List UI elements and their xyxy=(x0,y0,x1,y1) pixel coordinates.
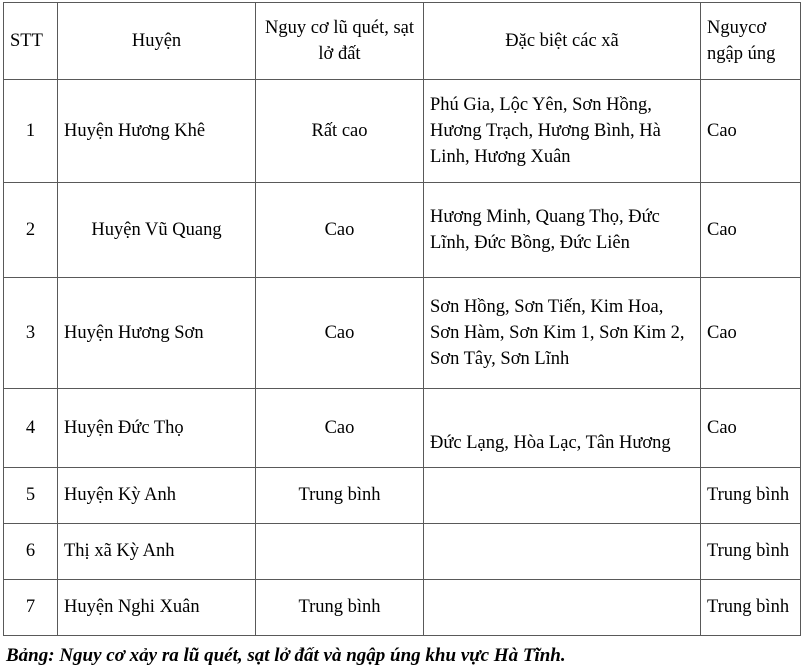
commune-line: Sơn Hàm, Sơn Kim 1, Sơn Kim 2, xyxy=(430,322,685,343)
table-caption: Bảng: Nguy cơ xảy ra lũ quét, sạt lở đất và ngập úng khu vực Hà Tĩnh. xyxy=(6,645,566,666)
risk-table xyxy=(3,2,801,636)
column-header-flood-risk-word2: cơ xyxy=(748,17,767,38)
column-header-huyen: Huyện xyxy=(58,3,256,80)
cell-flash-flood-risk: Cao xyxy=(256,389,424,468)
cell-huyen: Thị xã Kỳ Anh xyxy=(58,524,256,580)
column-header-communes: Đặc biệt các xã xyxy=(424,3,701,80)
table-row xyxy=(4,278,801,389)
commune-line: Lĩnh, Đức Bồng, Đức Liên xyxy=(430,233,630,253)
cell-stt: 1 xyxy=(4,80,58,183)
column-header-flash-flood-risk-line2: lở đất xyxy=(318,44,361,64)
cell-flash-flood-risk: Cao xyxy=(256,278,424,389)
column-header-stt: STT xyxy=(4,3,58,80)
table-row xyxy=(4,389,801,468)
cell-communes xyxy=(424,468,701,524)
cell-communes xyxy=(424,580,701,636)
column-header-flood-risk-word1: Nguy xyxy=(707,17,749,38)
cell-flash-flood-risk: Trung bình xyxy=(256,468,424,524)
cell-flood-risk: Cao xyxy=(701,278,801,389)
cell-flood-risk: Cao xyxy=(701,389,801,468)
table-row xyxy=(4,524,801,580)
cell-flash-flood-risk: Trung bình xyxy=(256,580,424,636)
cell-communes xyxy=(424,183,701,278)
table-row xyxy=(4,580,801,636)
cell-stt: 3 xyxy=(4,278,58,389)
cell-huyen: Huyện Vũ Quang xyxy=(58,183,256,278)
column-header-flash-flood-risk xyxy=(256,3,424,80)
cell-stt: 5 xyxy=(4,468,58,524)
cell-flood-risk: Trung bình xyxy=(701,580,801,636)
cell-communes xyxy=(424,524,701,580)
header-row xyxy=(4,3,801,80)
table-body xyxy=(4,80,801,636)
column-header-flood-risk-line2: ngập úng xyxy=(707,44,776,64)
cell-huyen: Huyện Đức Thọ xyxy=(58,389,256,468)
cell-flash-flood-risk xyxy=(256,524,424,580)
column-header-flood-risk-line1 xyxy=(707,15,794,41)
table-row xyxy=(4,183,801,278)
cell-flash-flood-risk: Rất cao xyxy=(256,80,424,183)
cell-stt: 7 xyxy=(4,580,58,636)
cell-flood-risk: Trung bình xyxy=(701,468,801,524)
column-header-flash-flood-risk-line1: Nguy cơ lũ quét, sạt xyxy=(264,17,415,38)
cell-flood-risk: Trung bình xyxy=(701,524,801,580)
commune-line: Hương Trạch, Hương Bình, Hà xyxy=(430,120,661,141)
commune-line: Sơn Tây, Sơn Lĩnh xyxy=(430,349,570,370)
cell-flash-flood-risk: Cao xyxy=(256,183,424,278)
cell-huyen: Huyện Hương Khê xyxy=(58,80,256,183)
table-row xyxy=(4,468,801,524)
cell-stt: 6 xyxy=(4,524,58,580)
table-header xyxy=(4,3,801,80)
cell-communes xyxy=(424,278,701,389)
table-row xyxy=(4,80,801,183)
cell-flood-risk: Cao xyxy=(701,80,801,183)
cell-communes xyxy=(424,80,701,183)
cell-stt: 4 xyxy=(4,389,58,468)
commune-line: Linh, Hương Xuân xyxy=(430,147,571,168)
commune-line: Phú Gia, Lộc Yên, Sơn Hồng, xyxy=(430,94,652,115)
commune-line: Sơn Hồng, Sơn Tiến, Kim Hoa, xyxy=(430,296,664,317)
cell-stt: 2 xyxy=(4,183,58,278)
cell-huyen: Huyện Kỳ Anh xyxy=(58,468,256,524)
cell-flood-risk: Cao xyxy=(701,183,801,278)
cell-huyen: Huyện Hương Sơn xyxy=(58,278,256,389)
commune-line: Hương Minh, Quang Thọ, Đức xyxy=(430,206,660,227)
column-header-flood-risk xyxy=(701,3,801,80)
cell-huyen: Huyện Nghi Xuân xyxy=(58,580,256,636)
commune-line: Đức Lạng, Hòa Lạc, Tân Hương xyxy=(430,432,671,453)
cell-communes xyxy=(424,389,701,468)
